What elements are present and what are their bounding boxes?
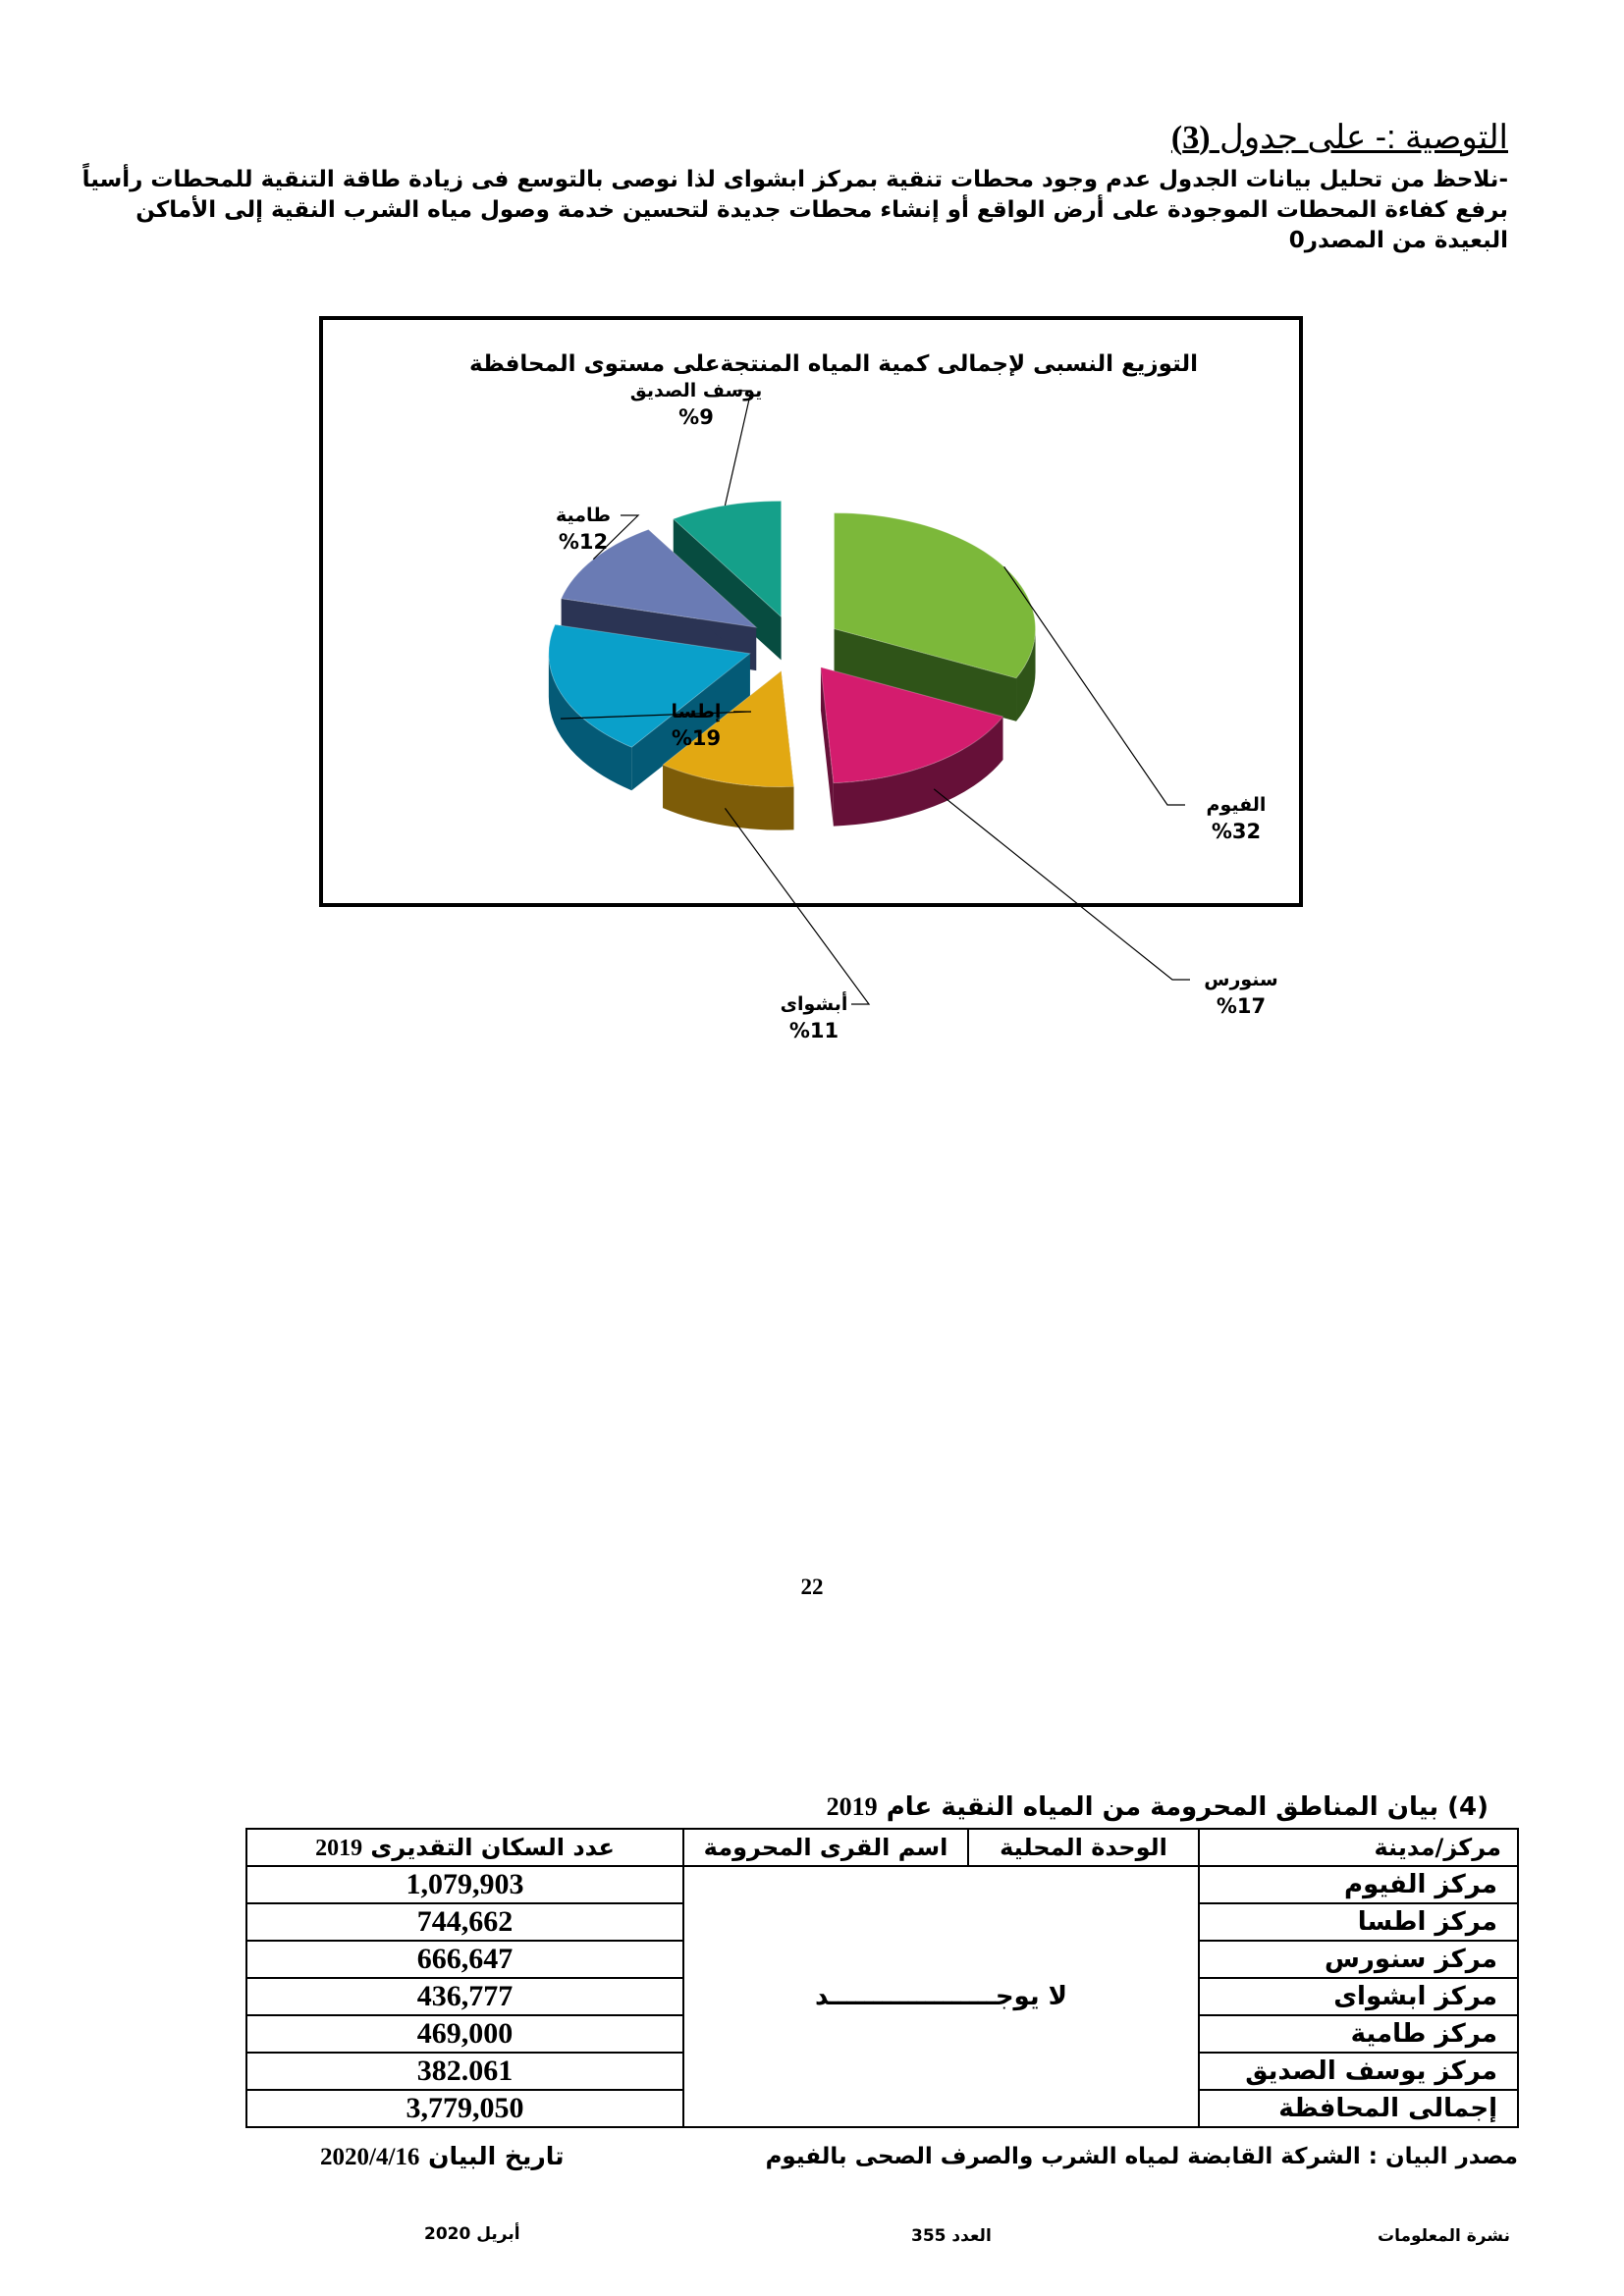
row-center: مركز اطسا (1199, 1903, 1518, 1941)
row-population: 382.061 (246, 2053, 683, 2090)
date-value: 2020/4/16 (320, 2144, 420, 2170)
slice-value-label: %11 (788, 1019, 839, 1042)
table-header-row (246, 1829, 1518, 1866)
table-title-year: 2019 (826, 1792, 878, 1821)
paragraph-line: -نلاحظ من تحليل بيانات الجدول عدم وجود محطات تنقية بمركز ابشواى لذا نوصى بالتوسع فى زيادة طاقة التنقية للمحطات رأسياً (81, 167, 1508, 192)
slice-value-label: %17 (1216, 994, 1267, 1018)
footer-month: أبريل (476, 2224, 520, 2244)
chart-title: التوزيع النسبى لإجمالى كمية المياه المنتجةعلى مستوى المحافظة (469, 351, 1198, 377)
leader-line (934, 789, 1190, 980)
row-center: مركز يوسف الصديق (1199, 2053, 1518, 2090)
header-population (246, 1829, 683, 1866)
footer-issue-label: العدد (951, 2226, 992, 2246)
pie-chart-frame (319, 316, 1303, 1042)
row-population: 1,079,903 (246, 1866, 683, 1903)
footer-issue-number: 355 (911, 2226, 947, 2246)
footer-issue (911, 2226, 992, 2246)
recommendation-paragraph (81, 165, 1508, 256)
row-population: 469,000 (246, 2015, 683, 2053)
no-deprived-villages: لا يوجـــــــــــــــــــد (683, 1866, 1199, 2127)
row-center: إجمالى المحافظة (1199, 2090, 1518, 2127)
paragraph-line: برفع كفاءة المحطات الموجودة على أرض الواقع أو إنشاء محطات جديدة لتحسين خدمة وصول مياه الشرب النقية إلى الأماكن (135, 197, 1508, 223)
header-population-year: 2019 (315, 1835, 363, 1861)
leader-line (725, 808, 869, 1004)
row-population: 666,647 (246, 1941, 683, 1978)
row-population: 3,779,050 (246, 2090, 683, 2127)
footer-date (424, 2224, 520, 2244)
slice-label: سنورس (1204, 969, 1278, 990)
date-label: تاريخ البيان (428, 2142, 565, 2170)
table-title-text: (4) بيان المناطق المحرومة من المياه النقية عام (886, 1792, 1489, 1822)
table-date (320, 2142, 565, 2171)
page-number: 22 (800, 1575, 824, 1599)
slice-label: أبشواى (780, 993, 848, 1015)
footer-publication: نشرة المعلومات (1377, 2226, 1510, 2246)
slice-value-label: %9 (678, 405, 714, 429)
slice-label: إطسا (671, 701, 722, 722)
header-population-text: عدد السكان التقديرى (370, 1833, 615, 1861)
row-population: 436,777 (246, 1978, 683, 2015)
recommendation-heading (1171, 118, 1508, 157)
footer-year: 2020 (424, 2224, 471, 2244)
leader-line (725, 391, 751, 506)
pie-chart (323, 320, 1299, 1042)
table-title (827, 1792, 1489, 1822)
slice-value-label: %32 (1211, 820, 1262, 843)
heading-number: (3) (1170, 120, 1211, 156)
header-local-unit: الوحدة المحلية (968, 1829, 1199, 1866)
table-source: مصدر البيان : الشركة القابضة لمياه الشرب والصرف الصحى بالفيوم (765, 2144, 1518, 2169)
heading-text: التوصية :- على جدول (1219, 119, 1508, 156)
header-villages: اسم القرى المحرومة (683, 1829, 968, 1866)
header-center: مركز/مدينة (1199, 1829, 1518, 1866)
row-center: مركز ابشواى (1199, 1978, 1518, 2015)
paragraph-line: البعيدة من المصدر0 (1288, 228, 1508, 253)
row-center: مركز طامية (1199, 2015, 1518, 2053)
slice-value-label: %19 (671, 726, 722, 750)
slice-label: طامية (555, 505, 612, 526)
row-center: مركز سنورس (1199, 1941, 1518, 1978)
slice-value-label: %12 (558, 530, 609, 554)
slice-label: يوسف الصديق (629, 380, 763, 401)
table-row (246, 1866, 1518, 1903)
slice-label: الفيوم (1206, 794, 1267, 816)
row-population: 744,662 (246, 1903, 683, 1941)
row-center: مركز الفيوم (1199, 1866, 1518, 1903)
deprived-areas-table (245, 1828, 1519, 2128)
